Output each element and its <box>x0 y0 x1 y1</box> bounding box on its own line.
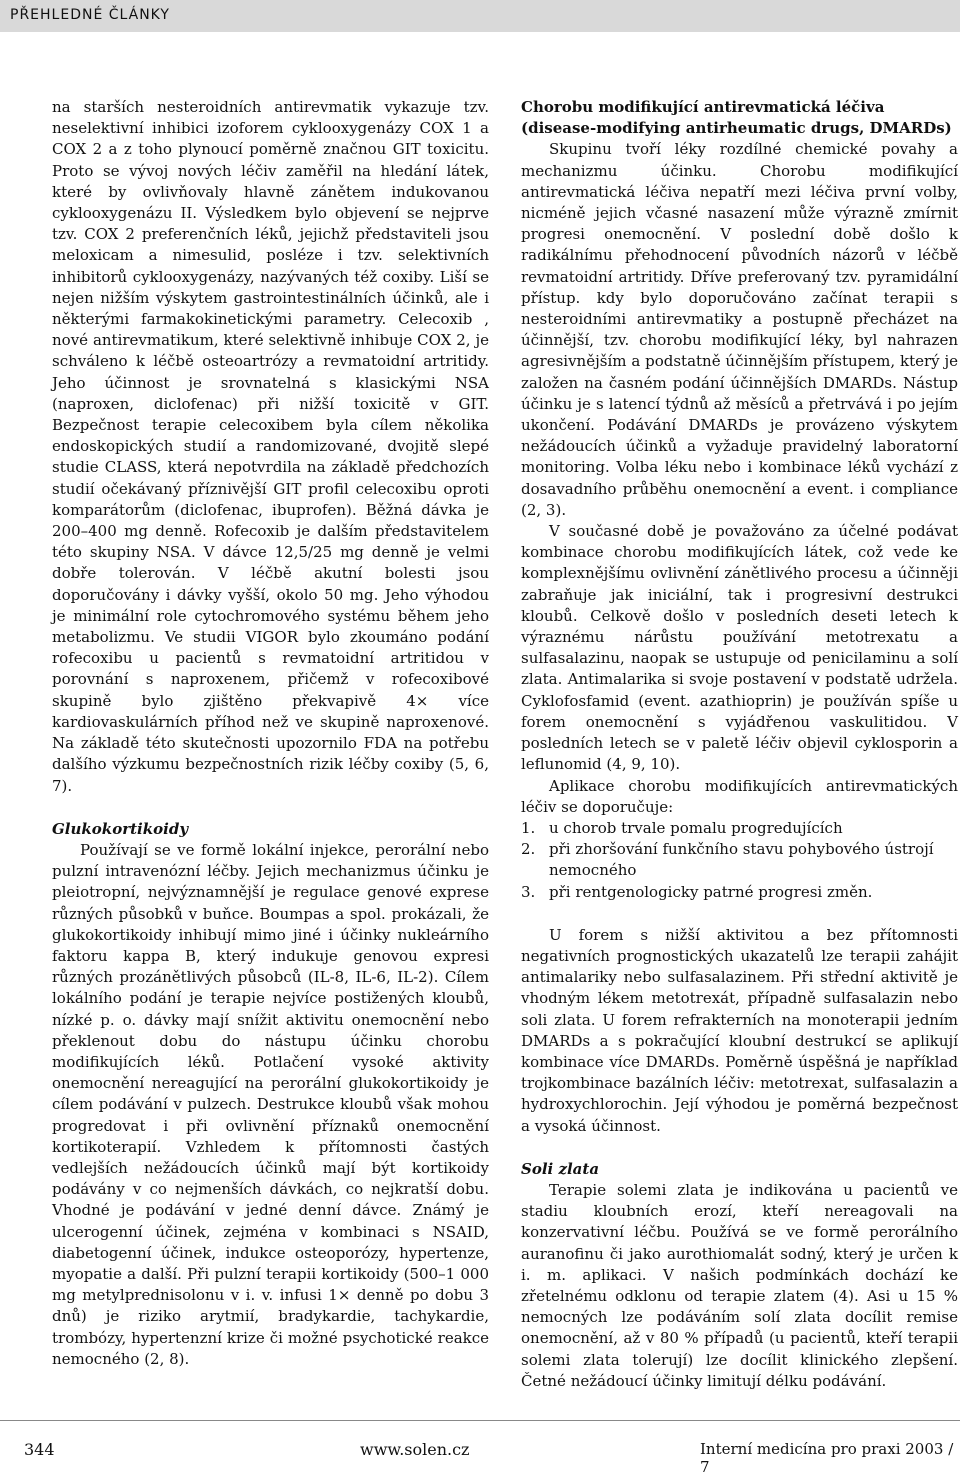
paragraph-glukokortikoidy: Používají se ve formě lokální injekce, perorální nebo pulzní intravenózní léčby. Jejich mechanizmus účinku je pleiotropní, nejvýznamnější je regulace genové exprese různých působků v buňce. Boumpas a spol. prokázali, že glukokortikoidy inhibují mimo jiné i účinky nukleárního faktoru kappa B, který indukuje genovou expresi různých prozánětlivých působců (IL-8, IL-6, IL-2). Cílem lokálního podání je terapie nejvíce postižených kloubů, nízké p. o. dávky mají snížit aktivitu onemocnění nebo překlenout dobu do nástupu účinku chorobu modifikujících léků. Potlačení vysoké aktivity onemocnění nereagující na perorální glukokortikoidy je cílem podávání v pulzech. Destrukce kloubů však mohou progredovat i při ovlivnění příznaků onemocnění kortikoterapií. Vzhledem k přítomnosti častých vedlejších nežádoucích účinků mají být kortikoidy podávány v co nejmenších dávkách, co nejkratší dobu. Vhodné je podávání v jedné denní dávce. Známý je ulcerogenní účinek, zejména v kombinaci s NSAID, diabetogenní účinek, indukce osteoporózy, hypertenze, myopatie a další. Při pulzní terapii kortikoidy (500–1 000 mg metylprednisolonu v i. v. infusi 1× denně po dobu 3 dnů) je riziko arytmií, bradykardie, tachykardie, trombózy, hypertenzní krize či možné psychotické reakce nemocného (2, 8). <box>52 840 489 1368</box>
paragraph-dmard-intro: Skupinu tvoří léky rozdílné chemické povahy a mechanizmu účinku. Chorobu modifikující antirevmatická léčiva nepatří mezi léčiva první volby, nicméně jejich včasné nasazení může výrazně zmírnit progresi onemocnění. V poslední době došlo k radikálnímu přehodnocení původních názorů v léčbě revmatoidní artritidy. Dříve preferovaný tzv. pyramidální přístup. kdy bylo doporučováno začínat terapii s nesteroidními antirevmatiky a postupně přecházet na účinnější, tzv. chorobu modifikující léky, byl nahrazen agresivnějším a podstatně účinnějším přístupem, který je založen na časném podání účinnějších DMARDs. Nástup účinku je s latencí týdnů až měsíců a přetrvává i po jejím ukončení. Podávání DMARDs je provázeno výskytem nežádoucích účinků a vyžaduje pravidelný laboratorní monitoring. Volba léku nebo i kombinace léků vychází z dosavadního průběhu onemocnění a event. i compliance (2, 3). <box>521 140 958 519</box>
heading-soli-zlata: Soli zlata <box>521 1159 600 1178</box>
paragraph-dmard-therapy: U forem s nižší aktivitou a bez přítomnosti negativních prognostických ukazatelů lze terapii zahájit antimalariky nebo sulfasalazinem. Při střední aktivitě je vhodným lékem metotrexát, případně sulfasalazin nebo soli zlata. U forem refrakterních na monoterapii jedním DMARDs a s pokračující kloubní destrukcí se aplikují kombinace více DMARDs. Poměrně úspěšná je například trojkombinace bazálních léčiv: metotrexat, sulfasalazin a hydroxychlorochin. Její výhodou je poměrná bezpečnost a vysoká účinnost. <box>521 925 958 1135</box>
indication-list <box>521 818 958 903</box>
heading-dmard-line1: Chorobu modifikující antirevmatická léčiva <box>521 98 885 116</box>
section-label: PŘEHLEDNÉ ČLÁNKY <box>10 7 170 23</box>
list-item: 2. při zhoršování funkčního stavu pohybového ústrojí nemocného <box>521 840 934 880</box>
paragraph-dmard-indication: Aplikace chorobu modifikujících antirevmatických léčiv se doporučuje: <box>521 776 958 816</box>
list-item: 1. u chorob trvale pomalu progredujících <box>521 818 843 837</box>
footer-divider <box>0 1420 960 1421</box>
header-band <box>0 0 960 32</box>
page-number: 344 <box>24 1440 55 1459</box>
paragraph-dmard-combination: V současné době je považováno za účelné podávat kombinace chorobu modifikujících látek, což vede ke komplexnějšímu ovlivnění zánětlivého procesu a účinněji zabraňuje jak iniciální, tak i progresivní destrukci kloubů. Celkově došlo v posledních deseti letech k výraznému nárůstu používání metotrexatu a sulfasalazinu, naopak se ustupuje od penicilaminu a solí zlata. Antimalarika si svoje postavení v podstatě udržela. Cyklofosfamid (event. azathioprin) je používán spíše u forem onemocnění s vyjádřenou vaskulitidou. V posledních letech se v paletě léčiv objevil cyklosporin a leflunomid (4, 9, 10). <box>521 522 958 774</box>
list-item: 3. při rentgenologicky patrné progresi změn. <box>521 882 873 901</box>
footer-url: www.solen.cz <box>360 1440 470 1459</box>
paragraph-soli-zlata: Terapie solemi zlata je indikována u pacientů ve stadiu kloubních erozí, kteří nereagovali na konzervativní léčbu. Používá se ve formě perorálního auranofinu či jako aurothiomalát sodný, který je určen k i. m. aplikaci. V našich podmínkách dochází ke zřetelnému odklonu od terapie zlatem (4). Asi u 15 % nemocných lze podáváním solí zlata docílit remise onemocnění, až v 80 % případů (u pacientů, kteří terapii solemi zlata tolerují) lze docílit klinického zlepšení. Četné nežádoucí účinky limitují délku podávání. <box>521 1180 958 1390</box>
left-column <box>52 97 489 1370</box>
heading-dmard-line2: (disease-modifying antirheumatic drugs, DMARDs) <box>521 119 952 138</box>
paragraph-nsaid: na starších nesteroidních antirevmatik vykazuje tzv. neselektivní inhibici izoforem cyklooxygenázy COX 1 a COX 2 a z toho plynoucí poměrně značnou GIT toxicitu. Proto se vývoj nových léčiv zaměřil na hledání látek, které by ovlivňovaly hlavně zánětem indukovanou cyklooxygenázu II. Výsledkem bylo objevení se nejprve tzv. COX 2 preferenčních léků, jejichž představiteli jsou meloxicam a nimesulid, posléze i tzv. selektivních inhibitorů cyklooxygenázy, nazývaných též coxiby. Liší se nejen nižším výskytem gastrointestinálních účinků, ale i některými farmakokinetickými parametry. Celecoxib , nové antirevmatikum, které selektivně inhibuje COX 2, je schváleno k léčbě osteoartrózy a revmatoidní artritidy. Jeho účinnost je srovnatelná s klasickými NSA (naproxen, diclofenac) při nižší toxicitě v GIT. Bezpečnost terapie celecoxibem byla cílem několika endoskopických studií a randomizované, dvojitě slepé studie CLASS, která nepotvrdila na základě předchozích studií očekávaný příznivější GIT profil celecoxibu oproti komparátorům (diclofenac, ibuprofen). Běžná dávka je 200–400 mg denně. Rofecoxib je dalším představitelem této skupiny NSA. V dávce 12,5/25 mg denně je velmi dobře tolerován. V léčbě akutní bolesti jsou doporučovány i dávky vyšší, okolo 50 mg. Jeho výhodou je minimální role cytochromového systému během jeho metabolizmu. Ve studii VIGOR bylo zkoumáno podání rofecoxibu u pacientů s revmatoidní artritidou v porovnání s naproxenem, přičemž v rofecoxibové skupině bylo zjištěno překvapivě 4× více kardiovaskulárních příhod než ve skupině naproxenové. Na základě této skutečnosti upozornilo FDA na potřebu dalšího výzkumu bezpečnostních rizik léčby coxiby (5, 6, 7). <box>52 98 489 795</box>
journal-citation: Interní medicína pro praxi 2003 / 7 <box>700 1440 954 1476</box>
heading-glukokortikoidy: Glukokortikoidy <box>52 819 189 838</box>
right-column <box>521 97 958 1392</box>
